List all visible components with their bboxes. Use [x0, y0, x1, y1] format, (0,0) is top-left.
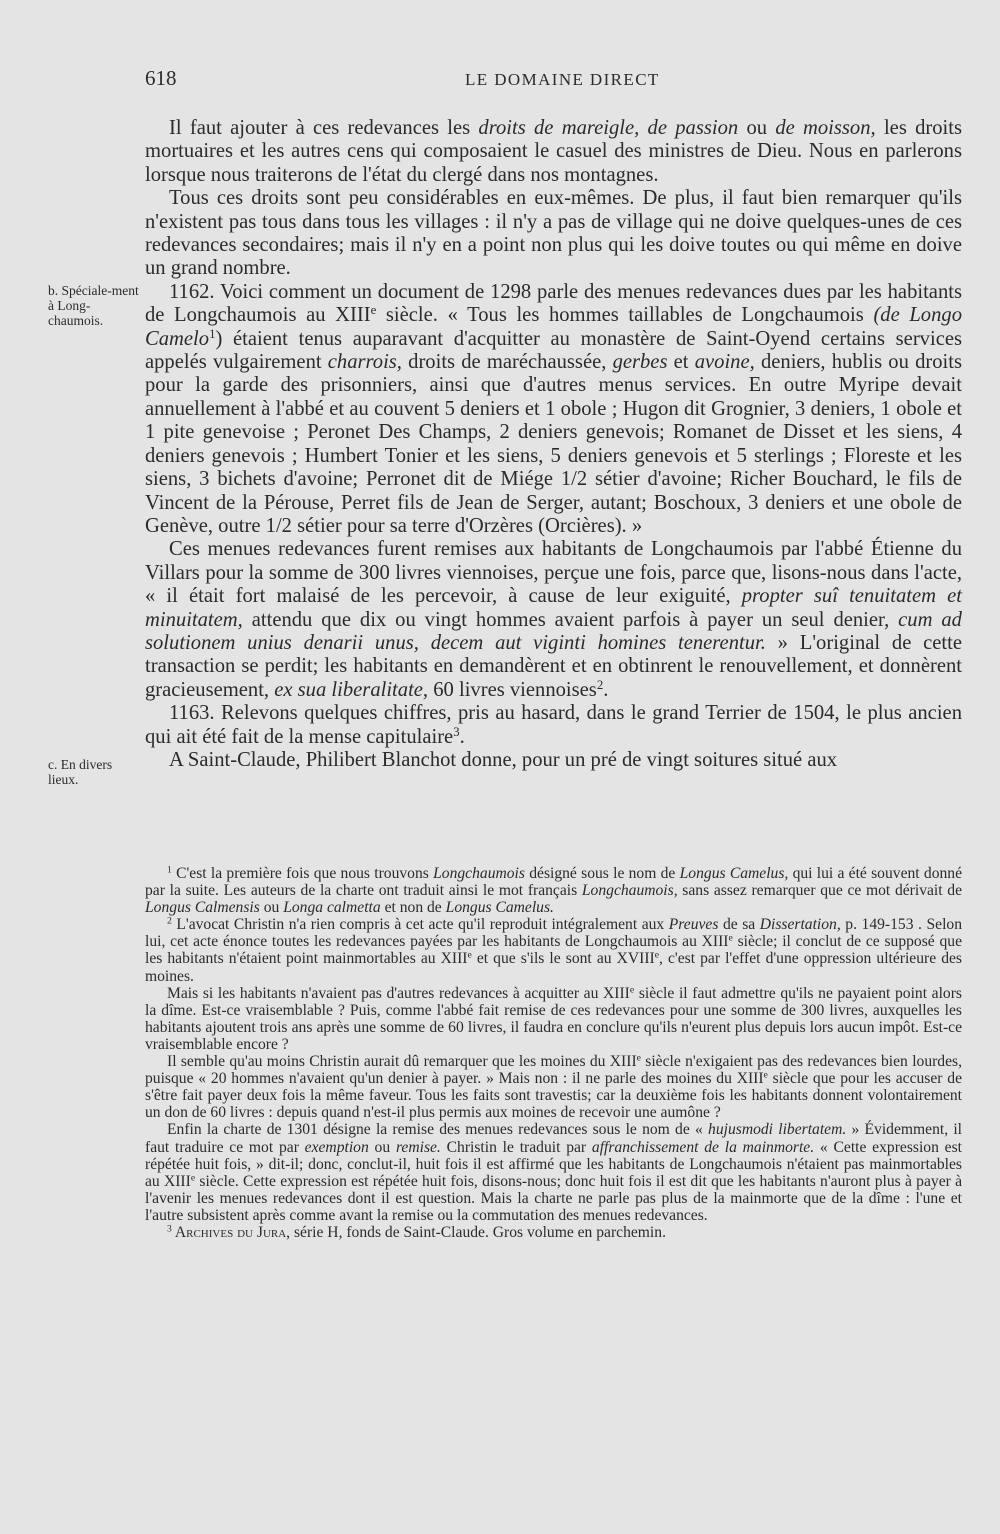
footnote-3: $^3$ Archives du Jura, série H, fonds de Saint-Claude. Gros volume en parchemin. [167, 1223, 666, 1241]
paragraph-4: Ces menues redevances furent remises aux habitants de Longchaumois par l'abbé Étienne du Villars pour la somme de 300 livres viennoises, perçue une fois, parce que, lisons-nous dans l'acte, « il était fort malaisé de les percevoir, à cause de leur exiguité, propter suî tenuitatem et minuitatem, attendu que dix ou vingt hommes avaient parfois à payer un seul denier, cum ad solutionem unius denarii unus, decem aut viginti homines tenerentur. » L'original de cette transaction se perdit; les habitants en demandèrent et en obtinrent le renouvellement, et donnèrent gracieusement, ex sua liberalitate, 60 livres viennoises$^2$. [145, 538, 962, 701]
running-title: LE DOMAINE DIRECT [465, 70, 660, 89]
margin-note-b: b. Spéciale-ment à Long-chaumois. [48, 283, 139, 328]
page-number: 618 [145, 66, 177, 90]
footnote-2-paragraph-2: Mais si les habitants n'avaient pas d'autres redevances à acquitter au XIIIe siècle il faut admettre qu'ils ne payaient point alors la dîme. Est-ce vraisemblable ? Puis, comme l'abbé fait remise de ces redevances pour une somme de 300 livres, auxquelles les habitants ajoutent trois ans après une somme de 60 livres, il faudra en conclure qu'ils n'eurent plus depuis lors aucun impôt. Est-ce vraisemblable encore ? [145, 984, 962, 1053]
paragraph-6: A Saint-Claude, Philibert Blanchot donne, pour un pré de vingt soitures situé aux [169, 748, 838, 771]
paragraph-1: Il faut ajouter à ces redevances les droits de mareigle, de passion ou de moisson, les droits mortuaires et les autres cens qui composaient le casuel des ministres de Dieu. Nous en parlerons lorsque nous traiterons de l'état du clergé dans nos montagnes. [145, 117, 963, 186]
footnote-2-paragraph-3: Il semble qu'au moins Christin aurait dû remarquer que les moines du XIIIe siècle n'exigaient pas des redevances bien lourdes, puisque « 20 hommes n'avaient qu'un denier à payer. » Mais non : il ne parle des moines du XIIIe siècle que pour les accuser de s'être fait payer deux fois la même faveur. Tous les faits sont travestis; car la deuxième fois les habitants donnent volontairement un don de 60 livres : depuis quand n'est-il plus permis aux moines de recevoir une aumône ? [145, 1052, 962, 1122]
paragraph-2: Tous ces droits sont peu considérables en eux-mêmes. De plus, il faut bien remarquer qu'ils n'existent pas tous dans tous les villages : il n'y a pas de village qui ne doive quelques-unes de ces redevances secondaires; mais il n'y en a point non plus qui les doive toutes ou qui même en doive un grand nombre. [145, 187, 962, 280]
footnotes [145, 865, 962, 1241]
paragraph-1162: 1162. Voici comment un document de 1298 parle des menues redevances dues par les habitants de Longchaumois au XIIIe siècle. « Tous les hommes taillables de Longchaumois (de Longo Camelo$^1$) étaient tenus auparavant d'acquitter au monastère de Saint-Oyend certains services appelés vulgairement charrois, droits de maréchaussée, gerbes et avoine, deniers, hublis ou droits pour la garde des prisonniers, ainsi que d'autres menus services. En outre Myripe devait annuellement à l'abbé et au couvent 5 deniers et 1 obole ; Hugon dit Grognier, 3 deniers, 1 obole et 1 pite genevoise ; Peronet Des Champs, 2 deniers genevois; Romanet de Disset et les siens, 4 deniers genevois ; Humbert Tonier et les siens, 5 deniers genevois et 5 sterlings ; Floreste et les siens, 3 bichets d'avoine; Perronet dit de Miége 1/2 sétier d'avoine; Richer Bouchard, le fils de Vincent de la Pérouse, Perret fils de Jean de Serger, autant; Boschoux, 3 deniers et une obole de Genève, outre 1/2 sétier pour sa terre d'Orzères (Orcières). » [145, 280, 962, 537]
footnote-2-paragraph-4: Enfin la charte de 1301 désigne la remise des menues redevances sous le nom de « hujusmodi libertatem. » Évidemment, il faut traduire ce mot par exemption ou remise. Christin le traduit par affranchissement de la mainmorte. « Cette expression est répétée huit fois, » dit-il; donc, conclut-il, huit fois il est affirmé que les habitants de Longchaumois n'étaient pas mainmortables au XIIIe siècle. Cette expression est répétée huit fois, disons-nous; donc huit fois il est dit que les habitants n'auront plus à payer à l'avenir les menues redevances dont il est question. Mais la charte ne parle pas plus de la mainmorte que de la dîme : l'une et l'autre subsistent après comme avant la remise ou la commutation des menues redevances. [145, 1121, 963, 1224]
body-text [145, 117, 962, 772]
footnote-1: $^1$ C'est la première fois que nous trouvons Longchaumois désigné sous le nom de Longus Camelus, qui lui a été souvent donné par la suite. Les auteurs de la charte ont traduit ainsi le mot français Longchaumois, sans assez remarquer que ce mot dérivait de Longus Calmensis ou Longa calmetta et non de Longus Camelus. [145, 864, 962, 917]
paragraph-1163: 1163. Relevons quelques chiffres, pris au hasard, dans le grand Terrier de 1504, le plus ancien qui ait été fait de la mense capitulaire$^3$. [145, 702, 962, 748]
margin-note-c: c. En divers lieux. [48, 757, 113, 787]
footnote-2: $^2$ L'avocat Christin n'a rien compris à cet acte qu'il reproduit intégralement aux Preuves de sa Dissertation, p. 149-153 . Selon lui, cet acte énonce toutes les redevances payées par les habitants de Longchaumois au XIIIe siècle; il conclut de ce supposé que les habitants n'étaient point mainmortables au XIIIe et que s'ils le sont au XVIIIe, c'est par l'effet d'une oppression ultérieure des moines. [145, 915, 963, 985]
